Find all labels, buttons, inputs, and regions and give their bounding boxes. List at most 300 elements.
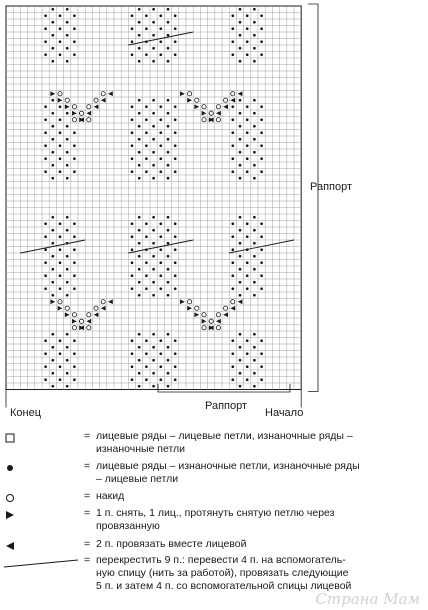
purl-dot [152, 99, 155, 102]
purl-dot [138, 151, 141, 154]
purl-dot [239, 164, 242, 167]
purl-dot [152, 294, 155, 297]
purl-dot [246, 261, 249, 264]
purl-dot [138, 8, 141, 11]
yarn-over-circle [202, 118, 206, 122]
purl-dot [131, 378, 134, 381]
purl-dot [174, 27, 177, 30]
purl-dot [131, 274, 134, 277]
purl-dot [246, 274, 249, 277]
purl-dot [51, 112, 54, 115]
purl-dot [138, 112, 141, 115]
purl-dot [174, 14, 177, 17]
purl-dot [66, 268, 69, 271]
purl-dot [44, 170, 47, 173]
purl-dot [253, 242, 256, 245]
yarn-over-circle [216, 313, 220, 317]
purl-dot [253, 333, 256, 336]
legend-eq: = [84, 460, 91, 472]
purl-dot [66, 151, 69, 154]
yarn-over-circle [58, 300, 62, 304]
purl-dot [59, 170, 62, 173]
yarn-over-circle [72, 326, 76, 330]
purl-dot [246, 14, 249, 17]
purl-dot [167, 99, 170, 102]
purl-dot [167, 34, 170, 37]
purl-dot [51, 216, 54, 219]
purl-dot [152, 151, 155, 154]
purl-dot [174, 261, 177, 264]
purl-dot [66, 138, 69, 141]
purl-dot [159, 27, 162, 30]
purl-dot [246, 27, 249, 30]
purl-dot [231, 365, 234, 368]
purl-dot [51, 47, 54, 50]
purl-dot [246, 222, 249, 225]
yarn-over-circle [209, 111, 213, 115]
purl-dot [44, 157, 47, 160]
purl-dot [260, 170, 263, 173]
purl-dot [44, 222, 47, 225]
purl-dot [152, 268, 155, 271]
legend-eq: = [84, 554, 91, 566]
purl-dot [152, 21, 155, 24]
purl-dot [66, 125, 69, 128]
purl-dot [138, 294, 141, 297]
purl-dot [253, 125, 256, 128]
legend-eq: = [84, 507, 91, 519]
purl-dot [239, 346, 242, 349]
purl-dot [51, 333, 54, 336]
purl-dot [167, 385, 170, 388]
purl-dot [145, 27, 148, 30]
purl-dot [253, 346, 256, 349]
purl-dot [246, 170, 249, 173]
purl-dot [174, 157, 177, 160]
purl-dot [66, 346, 69, 349]
purl-dot [174, 222, 177, 225]
purl-dot [246, 40, 249, 43]
legend-dot [0, 460, 428, 488]
purl-dot [167, 372, 170, 375]
purl-dot [159, 40, 162, 43]
legend-text: изнаночные петли [96, 443, 186, 456]
purl-dot [59, 274, 62, 277]
purl-dot [145, 287, 148, 290]
purl-dot [253, 385, 256, 388]
purl-dot [138, 385, 141, 388]
purl-dot [66, 216, 69, 219]
purl-dot [159, 248, 162, 251]
purl-dot [44, 365, 47, 368]
purl-dot [159, 118, 162, 121]
purl-dot [159, 235, 162, 238]
purl-dot [167, 138, 170, 141]
purl-dot [51, 294, 54, 297]
purl-dot [159, 131, 162, 134]
yarn-over-circle [72, 118, 76, 122]
purl-dot [260, 235, 263, 238]
purl-dot [260, 131, 263, 134]
purl-dot [51, 177, 54, 180]
purl-dot [246, 105, 249, 108]
purl-dot [66, 60, 69, 63]
purl-dot [73, 378, 76, 381]
purl-dot [73, 14, 76, 17]
yarn-over-circle [202, 326, 206, 330]
purl-dot [44, 235, 47, 238]
purl-dot [44, 131, 47, 134]
purl-dot [51, 164, 54, 167]
yarn-over-circle [188, 300, 192, 304]
purl-dot [174, 144, 177, 147]
purl-dot [51, 229, 54, 232]
yarn-over-circle [231, 300, 235, 304]
purl-dot [253, 216, 256, 219]
purl-dot [44, 14, 47, 17]
purl-dot [51, 281, 54, 284]
yarn-over-circle [65, 306, 69, 310]
purl-dot [231, 118, 234, 121]
purl-dot [73, 131, 76, 134]
purl-dot [51, 385, 54, 388]
purl-dot [59, 53, 62, 56]
purl-dot [167, 8, 170, 11]
purl-dot [253, 359, 256, 362]
purl-dot [73, 261, 76, 264]
purl-dot [167, 125, 170, 128]
purl-dot [44, 378, 47, 381]
purl-dot [59, 339, 62, 342]
purl-dot [231, 261, 234, 264]
purl-dot [138, 333, 141, 336]
purl-dot [246, 287, 249, 290]
purl-dot [44, 118, 47, 121]
purl-dot [253, 177, 256, 180]
purl-dot [131, 14, 134, 17]
legend-arrow-left [0, 538, 428, 554]
purl-dot [145, 339, 148, 342]
legend-text: 1 п. снять, 1 лиц., протянуть снятую петлю через [96, 507, 335, 519]
purl-dot [152, 112, 155, 115]
purl-dot [167, 151, 170, 154]
purl-dot [246, 365, 249, 368]
purl-dot [73, 339, 76, 342]
purl-dot [66, 47, 69, 50]
purl-dot [44, 248, 47, 251]
purl-dot [145, 14, 148, 17]
yarn-over-circle [94, 98, 98, 102]
yarn-over-circle [202, 313, 206, 317]
purl-dot [167, 268, 170, 271]
purl-dot [167, 112, 170, 115]
purl-dot [131, 105, 134, 108]
purl-dot [152, 281, 155, 284]
purl-dot [159, 144, 162, 147]
yarn-over-circle [72, 313, 76, 317]
purl-dot [131, 40, 134, 43]
legend-text: перекрестить 9 п.: перевести 4 п. на вспомогатель- [96, 554, 346, 566]
purl-dot [51, 21, 54, 24]
purl-dot [66, 112, 69, 115]
purl-dot [73, 274, 76, 277]
purl-dot [246, 339, 249, 342]
purl-dot [66, 359, 69, 362]
purl-dot [167, 242, 170, 245]
purl-dot [167, 47, 170, 50]
purl-dot [239, 47, 242, 50]
yarn-over-circle [195, 98, 199, 102]
yarn-over-circle [209, 319, 213, 323]
purl-dot [131, 118, 134, 121]
purl-dot [51, 242, 54, 245]
purl-dot [131, 170, 134, 173]
arrow-left-icon [4, 540, 18, 554]
purl-dot [260, 352, 263, 355]
purl-dot [145, 378, 148, 381]
purl-dot [246, 53, 249, 56]
purl-dot [174, 170, 177, 173]
purl-dot [231, 378, 234, 381]
purl-dot [246, 144, 249, 147]
purl-dot [51, 34, 54, 37]
purl-dot [231, 53, 234, 56]
purl-dot [167, 177, 170, 180]
purl-dot [174, 339, 177, 342]
purl-dot [131, 248, 134, 251]
purl-dot [51, 372, 54, 375]
purl-dot [152, 255, 155, 258]
purl-dot [59, 157, 62, 160]
purl-dot [66, 229, 69, 232]
purl-dot [159, 222, 162, 225]
purl-dot [253, 294, 256, 297]
purl-dot [253, 47, 256, 50]
purl-dot [260, 365, 263, 368]
purl-dot [246, 378, 249, 381]
purl-dot [73, 222, 76, 225]
purl-dot [131, 235, 134, 238]
purl-dot [260, 27, 263, 30]
purl-dot [152, 359, 155, 362]
purl-dot [131, 365, 134, 368]
purl-dot [231, 27, 234, 30]
purl-dot [73, 53, 76, 56]
purl-dot [59, 352, 62, 355]
yarn-over-circle [87, 326, 91, 330]
purl-dot [253, 255, 256, 258]
yarn-over-circle [101, 300, 105, 304]
purl-dot [51, 359, 54, 362]
yarn-over-circle [195, 306, 199, 310]
purl-dot [66, 177, 69, 180]
yarn-over-circle [65, 98, 69, 102]
yarn-over-circle [94, 306, 98, 310]
purl-dot [59, 144, 62, 147]
purl-dot [145, 118, 148, 121]
purl-dot [239, 281, 242, 284]
purl-dot [253, 112, 256, 115]
legend-text: лицевые ряды – лицевые петли, изнаночные ряды – [96, 430, 353, 442]
purl-dot [131, 287, 134, 290]
purl-dot [246, 352, 249, 355]
purl-dot [253, 151, 256, 154]
purl-dot [239, 255, 242, 258]
purl-dot [145, 274, 148, 277]
rapport-bottom-label: Раппорт [205, 400, 248, 412]
purl-dot [66, 34, 69, 37]
purl-dot [152, 333, 155, 336]
dot-icon [4, 462, 18, 476]
purl-dot [138, 346, 141, 349]
rapport-right-bracket [308, 4, 318, 392]
yarn-over-circle [216, 118, 220, 122]
purl-dot [59, 248, 62, 251]
purl-dot [253, 21, 256, 24]
purl-dot [231, 131, 234, 134]
purl-dot [239, 359, 242, 362]
yarn-over-circle [87, 313, 91, 317]
legend-circle [0, 490, 428, 506]
purl-dot [253, 281, 256, 284]
purl-dot [260, 53, 263, 56]
purl-dot [231, 170, 234, 173]
purl-dot [174, 131, 177, 134]
purl-dot [138, 268, 141, 271]
purl-dot [51, 151, 54, 154]
purl-dot [159, 274, 162, 277]
yarn-over-circle [202, 105, 206, 109]
purl-dot [246, 157, 249, 160]
purl-dot [239, 372, 242, 375]
purl-dot [231, 14, 234, 17]
purl-dot [145, 157, 148, 160]
purl-dot [138, 177, 141, 180]
purl-dot [239, 99, 242, 102]
purl-dot [152, 164, 155, 167]
purl-dot [260, 14, 263, 17]
end-label: Конец [10, 407, 42, 419]
purl-dot [138, 359, 141, 362]
purl-dot [145, 352, 148, 355]
yarn-over-circle [216, 105, 220, 109]
purl-dot [159, 339, 162, 342]
purl-dot [253, 164, 256, 167]
purl-dot [159, 352, 162, 355]
purl-dot [138, 216, 141, 219]
purl-dot [44, 40, 47, 43]
purl-dot [167, 346, 170, 349]
arrow-right-icon [4, 509, 18, 523]
purl-dot [51, 8, 54, 11]
purl-dot [167, 255, 170, 258]
purl-dot [260, 222, 263, 225]
purl-dot [174, 53, 177, 56]
purl-dot [260, 157, 263, 160]
purl-dot [66, 333, 69, 336]
purl-dot [167, 216, 170, 219]
purl-dot [44, 352, 47, 355]
purl-dot [73, 235, 76, 238]
purl-dot [59, 131, 62, 134]
purl-dot [73, 287, 76, 290]
purl-dot [44, 287, 47, 290]
purl-dot [239, 151, 242, 154]
purl-dot [159, 14, 162, 17]
legend-eq: = [84, 538, 91, 550]
purl-dot [260, 261, 263, 264]
purl-dot [73, 352, 76, 355]
purl-dot [51, 125, 54, 128]
purl-dot [253, 229, 256, 232]
purl-dot [174, 235, 177, 238]
purl-dot [174, 105, 177, 108]
purl-dot [73, 248, 76, 251]
yarn-over-circle [188, 92, 192, 96]
purl-dot [66, 385, 69, 388]
purl-dot [231, 235, 234, 238]
purl-dot [239, 242, 242, 245]
purl-dot [138, 281, 141, 284]
purl-dot [260, 274, 263, 277]
purl-dot [44, 274, 47, 277]
purl-dot [152, 229, 155, 232]
purl-dot [152, 34, 155, 37]
purl-dot [239, 60, 242, 63]
purl-dot [152, 372, 155, 375]
purl-dot [152, 346, 155, 349]
legend-text: ную спицу (нить за работой), провязать следующие [96, 567, 349, 580]
purl-dot [159, 378, 162, 381]
purl-dot [174, 365, 177, 368]
purl-dot [260, 378, 263, 381]
purl-dot [145, 222, 148, 225]
purl-dot [131, 27, 134, 30]
purl-dot [246, 131, 249, 134]
purl-dot [231, 157, 234, 160]
purl-dot [231, 287, 234, 290]
purl-dot [138, 229, 141, 232]
circle-icon [4, 492, 18, 506]
purl-dot [44, 144, 47, 147]
purl-dot [167, 229, 170, 232]
purl-dot [239, 112, 242, 115]
purl-dot [239, 294, 242, 297]
purl-dot [44, 339, 47, 342]
purl-dot [73, 144, 76, 147]
yarn-over-circle [231, 92, 235, 96]
purl-dot [231, 339, 234, 342]
purl-dot [174, 40, 177, 43]
purl-dot [174, 287, 177, 290]
purl-dot [51, 255, 54, 258]
purl-dot [152, 242, 155, 245]
purl-dot [174, 352, 177, 355]
purl-dot [231, 144, 234, 147]
purl-dot [66, 372, 69, 375]
purl-dot [231, 222, 234, 225]
purl-dot [59, 27, 62, 30]
purl-dot [73, 170, 76, 173]
purl-dot [159, 261, 162, 264]
purl-dot [138, 372, 141, 375]
purl-dot [167, 281, 170, 284]
purl-dot [145, 144, 148, 147]
purl-dot [145, 170, 148, 173]
purl-dot [167, 359, 170, 362]
purl-dot [59, 378, 62, 381]
purl-dot [138, 138, 141, 141]
